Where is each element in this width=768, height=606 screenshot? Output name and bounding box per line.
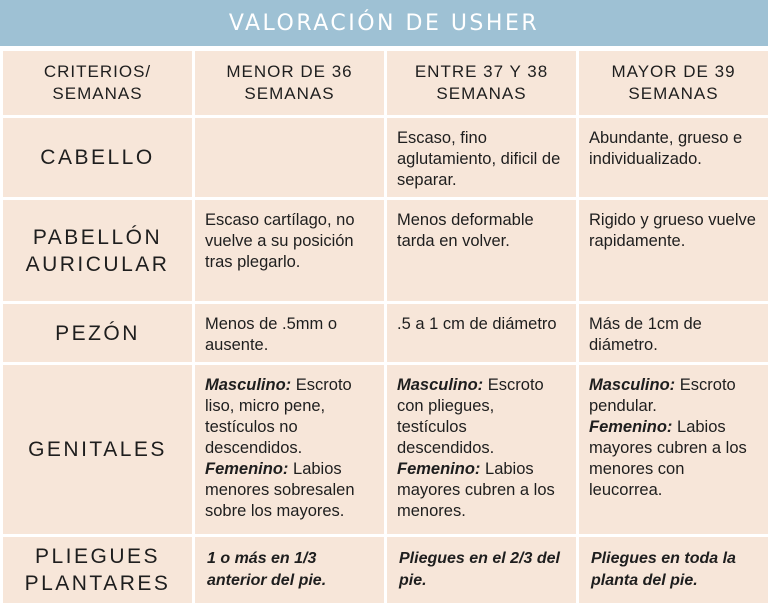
header-criteria: CRITERIOS/ SEMANAS [2, 50, 194, 117]
label-pabellon-auricular: PABELLÓN AURICULAR [2, 199, 194, 303]
masculino-label: Masculino: [589, 376, 675, 394]
masculino-label: Masculino: [205, 376, 291, 394]
femenino-label: Femenino: [397, 460, 480, 478]
femenino-label: Femenino: [589, 418, 672, 436]
row-cabello [2, 117, 768, 199]
label-pliegues-plantares: PLIEGUES PLANTARES [2, 536, 194, 605]
title-bar [0, 0, 768, 48]
cell-genitales-mayor-39 [578, 364, 768, 536]
cell-pezon-entre-37-38: .5 a 1 cm de diámetro [386, 303, 578, 364]
cell-pliegues-mayor-39: Pliegues en toda la planta del pie. [578, 536, 768, 605]
cell-pezon-mayor-39: Más de 1cm de diámetro. [578, 303, 768, 364]
cell-cabello-mayor-39: Abundante, grueso e individualizado. [578, 117, 768, 199]
header-row [2, 50, 768, 117]
header-mayor-39: MAYOR DE 39 SEMANAS [578, 50, 768, 117]
header-menor-36: MENOR DE 36 SEMANAS [194, 50, 386, 117]
page-title: VALORACIÓN DE USHER [229, 11, 539, 36]
label-genitales: GENITALES [2, 364, 194, 536]
row-genitales [2, 364, 768, 536]
cell-pabellon-menor-36: Escaso cartílago, no vuelve a su posición tras plegarlo. [194, 199, 386, 303]
femenino-text: Labios menores sobresalen sobre los mayores. [205, 460, 355, 520]
femenino-text: Labios mayores cubren a los menores. [397, 460, 555, 520]
usher-table [0, 48, 768, 606]
row-pliegues [2, 536, 768, 605]
cell-pezon-menor-36: Menos de .5mm o ausente. [194, 303, 386, 364]
femenino-label: Femenino: [205, 460, 288, 478]
femenino-text: Labios mayores cubren a los menores con leucorrea. [589, 418, 747, 499]
cell-cabello-menor-36 [194, 117, 386, 199]
cell-genitales-menor-36 [194, 364, 386, 536]
header-entre-37-38: ENTRE 37 Y 38 SEMANAS [386, 50, 578, 117]
cell-pliegues-menor-36: 1 o más en 1/3 anterior del pie. [194, 536, 386, 605]
masculino-label: Masculino: [397, 376, 483, 394]
masculino-text: Escroto con pliegues, testículos descendidos. [397, 376, 544, 457]
cell-genitales-entre-37-38 [386, 364, 578, 536]
masculino-text: Escroto liso, micro pene, testículos no descendidos. [205, 376, 352, 457]
row-pabellon [2, 199, 768, 303]
cell-pabellon-mayor-39: Rigido y grueso vuelve rapidamente. [578, 199, 768, 303]
label-pezon: PEZÓN [2, 303, 194, 364]
cell-pliegues-entre-37-38: Pliegues en el 2/3 del pie. [386, 536, 578, 605]
masculino-text: Escroto pendular. [589, 376, 736, 415]
label-cabello: CABELLO [2, 117, 194, 199]
row-pezon [2, 303, 768, 364]
cell-cabello-entre-37-38: Escaso, fino aglutamiento, dificil de separar. [386, 117, 578, 199]
cell-pabellon-entre-37-38: Menos deformable tarda en volver. [386, 199, 578, 303]
